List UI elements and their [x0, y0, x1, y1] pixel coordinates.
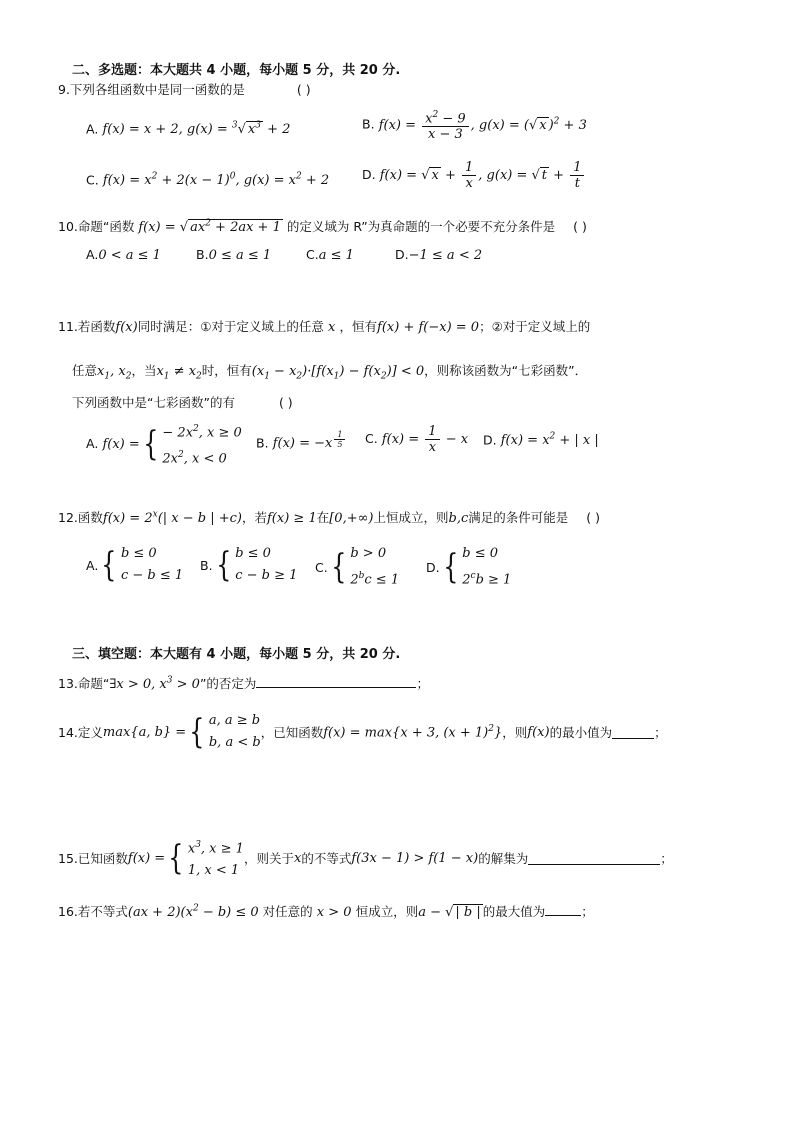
q9-option-d: [362, 160, 586, 191]
q11-line2-a: 任意: [72, 363, 98, 378]
q11-option-a-label: A.: [86, 435, 99, 451]
q14-c: ，则: [502, 725, 528, 740]
q16-end: ；: [581, 904, 594, 919]
q9-option-b-label: B.: [362, 116, 375, 132]
q12-interval: [0,+∞): [329, 511, 374, 526]
q10-option-d-expr: −1 ≤ a < 2: [408, 248, 483, 263]
q10-option-d: [395, 247, 482, 263]
q10-option-c-label: C.: [306, 247, 319, 262]
q11-neq: $x_1 \ne x_2$: [156, 364, 202, 382]
q12-ineq: f(x) ≥ 1: [267, 511, 317, 526]
q11-option-b-label: B.: [256, 435, 269, 451]
q11-line1: [58, 317, 590, 335]
q9-answer-paren: ( ): [296, 82, 311, 97]
q11-option-d-label: D.: [483, 432, 497, 448]
q14-end: ；: [654, 725, 667, 740]
q11-option-b-expr: f(x) = −x $^{\frac{1}{5}}$: [273, 436, 348, 451]
q12-stem-c: 在: [316, 510, 330, 525]
q16: [58, 902, 594, 920]
q11-line1-d: ；②对于定义域上的: [479, 319, 591, 334]
q9-option-a-label: A.: [86, 121, 99, 137]
q10-option-d-label: D.: [395, 247, 409, 262]
q11-line1-b: 同时满足：①对于定义域上的任意: [137, 319, 324, 334]
q11-line3-text: 下列函数中是“七彩函数”的有: [72, 395, 235, 410]
q9-option-c-label: C.: [86, 172, 99, 188]
q12-stem: [58, 508, 600, 526]
q11-option-b: [256, 430, 347, 451]
q13-a: 13.命题“: [58, 676, 110, 691]
q16-expr: a − √ | b |: [418, 905, 481, 920]
q11-option-d-expr: $f(x) = x^2$ + | x |: [500, 432, 599, 449]
q12-answer-paren: ( ): [586, 510, 601, 525]
q11-line2: [72, 361, 587, 382]
q11-option-c-label: C.: [365, 431, 378, 446]
q13: [58, 674, 429, 692]
q9-stem: [58, 80, 311, 98]
q12-option-d: [426, 543, 511, 591]
q10-stem-mid: 的定义域为 R”为真命题的一个必要不充分条件是: [286, 219, 556, 234]
q16-b: 对任意的: [262, 904, 313, 919]
q13-prop: ∃x > 0, $x^3 > 0$: [109, 675, 200, 692]
q9-option-d-label: D.: [362, 167, 376, 182]
q15-c: 的不等式: [301, 851, 352, 867]
q10-stem: [58, 217, 587, 235]
q14-function: f(x) = max{x + 3, $(x + 1)^2$}: [323, 723, 503, 741]
q11-line2-d: ，则称该函数为“七彩函数”．: [424, 363, 588, 378]
q9-option-a-expr: f(x) = x + 2, g(x) = $^3$√ $x^3 + 2$: [102, 121, 291, 138]
q15-b: ，则关于: [243, 851, 294, 867]
section3-heading: 三、填空题：本大题有 4 小题，每小题 5 分，共 20 分.: [72, 647, 401, 662]
q15-end: ；: [660, 851, 673, 867]
q10-option-a-label: A.: [86, 247, 99, 262]
q14-b: ，已知函数: [260, 725, 324, 740]
q10-option-c-expr: a ≤ 1: [318, 248, 354, 263]
q12-option-a-expr: { b ≤ 0 c − b ≤ 1: [101, 545, 184, 585]
q15: [58, 834, 673, 882]
q14-fx: f(x): [527, 724, 550, 740]
q11-line3: [72, 393, 293, 411]
q12-option-d-expr: { b ≤ 0 $2^cb \ge 1$: [442, 546, 512, 588]
q15-answer-blank[interactable]: [528, 852, 660, 865]
q15-x: x: [293, 850, 302, 866]
q10-option-b: [196, 247, 271, 263]
q11-line2-c: 时，恒有: [201, 363, 252, 378]
q11-x: x: [323, 320, 340, 335]
q10-option-a: [86, 247, 161, 263]
q11-line2-b: ，当: [131, 363, 157, 378]
q9-option-b-expr: f(x) = $\frac{x^2 - 9}{x - 3}$ , g(x) = (√ x )$^2$ + 3: [378, 110, 587, 143]
q12-option-c: [315, 543, 399, 591]
q9-option-c: [86, 172, 329, 188]
q12-stem-d: 上恒成立，则: [373, 510, 449, 525]
q9-option-c-expr: $f(x) = x^2 + 2(x - 1)^0$, $g(x) = x^2 + 2$: [102, 172, 330, 189]
q12-stem-e: 满足的条件可能是: [468, 510, 569, 525]
q14-max-def: max{a, b} = { a, a ≥ b b, a < b: [102, 712, 261, 752]
q10-option-b-label: B.: [196, 247, 209, 262]
q9-option-d-expr: f(x) = √ x + $\frac{1}{x}$ , g(x) = √ t + $\frac{1}{t}$: [380, 168, 587, 183]
q11-line1-a: 11.若函数: [58, 319, 116, 334]
q12-option-a: [86, 543, 183, 587]
q12-bc: b,c: [448, 511, 469, 526]
q16-c: 恒成立，则: [355, 904, 419, 919]
q16-cond: x > 0: [312, 905, 356, 920]
q12-stem-b: ，若: [241, 510, 267, 525]
q9-option-a: [86, 121, 290, 137]
q15-a: 15.已知函数: [58, 851, 128, 867]
q15-function: f(x) = { $x^3$, x ≥ 1 1, x < 1: [127, 838, 244, 879]
q11-option-c: [365, 424, 468, 455]
q12-option-c-expr: { b > 0 $2^bc \le 1$: [330, 546, 400, 588]
q16-d: 的最大值为: [482, 904, 546, 919]
q15-d: 的解集为: [478, 851, 529, 867]
q16-ineq: $(ax + 2)(x^2 - b) \le 0$: [127, 903, 259, 920]
q13-b: ”的否定为: [199, 676, 257, 691]
q10-option-c: [306, 247, 354, 263]
q13-end: ；: [416, 676, 429, 691]
q11-line1-c: ，恒有: [339, 319, 378, 334]
q14-a: 14.定义: [58, 725, 103, 740]
q12-stem-a: 12.函数: [58, 510, 103, 525]
q10-function: f(x) = √ $ax^2 + 2ax + 1$: [138, 218, 281, 235]
q14-answer-blank[interactable]: [612, 726, 654, 739]
q12-option-b-expr: { b ≤ 0 c − b ≥ 1: [215, 545, 298, 585]
q10-option-a-expr: 0 < a ≤ 1: [98, 248, 161, 263]
q12-option-a-label: A.: [86, 557, 99, 573]
q9-stem-text: 9.下列各组函数中是同一函数的是: [58, 82, 245, 97]
q11-option-c-expr: f(x) = $\frac{1}{x}$ − x: [381, 424, 469, 455]
q11-answer-paren: ( ): [278, 395, 293, 410]
q16-answer-blank[interactable]: [545, 903, 581, 916]
q12-option-d-label: D.: [426, 559, 440, 575]
q12-option-b-label: B.: [200, 557, 213, 573]
q9-option-b: [362, 108, 587, 142]
q15-ineq: f(3x − 1) > f(1 − x): [351, 850, 479, 866]
q11-dec-cond: $(x_1 - x_2)\cdot[f(x_1) - f(x_2)] < 0$: [251, 364, 425, 382]
q11-x1x2: $x_1$, $x_2$: [97, 364, 132, 382]
q11-option-a-expr: f(x) = { − $2x^2$, x ≥ 0 $2x^2$, x < 0: [102, 424, 242, 467]
q12-option-c-label: C.: [315, 559, 328, 575]
section2-heading: 二、多选题：本大题共 4 小题，每小题 5 分，共 20 分.: [72, 63, 401, 78]
q13-answer-blank[interactable]: [256, 675, 416, 688]
q11-option-d: [483, 432, 599, 448]
q12-function: $f(x) = 2^x(|$ x − b | +c): [102, 509, 242, 526]
q11-fx: f(x): [115, 320, 138, 335]
q10-answer-paren: ( ): [573, 219, 587, 234]
q14: [58, 710, 667, 754]
q10-option-b-expr: 0 ≤ a ≤ 1: [208, 248, 272, 263]
q11-odd-cond: f(x) + f(−x) = 0: [377, 320, 480, 335]
q12-option-b: [200, 543, 297, 587]
q16-a: 16.若不等式: [58, 904, 128, 919]
q14-d: 的最小值为: [549, 725, 613, 740]
q10-stem-start: 10.命题“函数: [58, 219, 135, 234]
q11-option-a: [86, 418, 242, 471]
